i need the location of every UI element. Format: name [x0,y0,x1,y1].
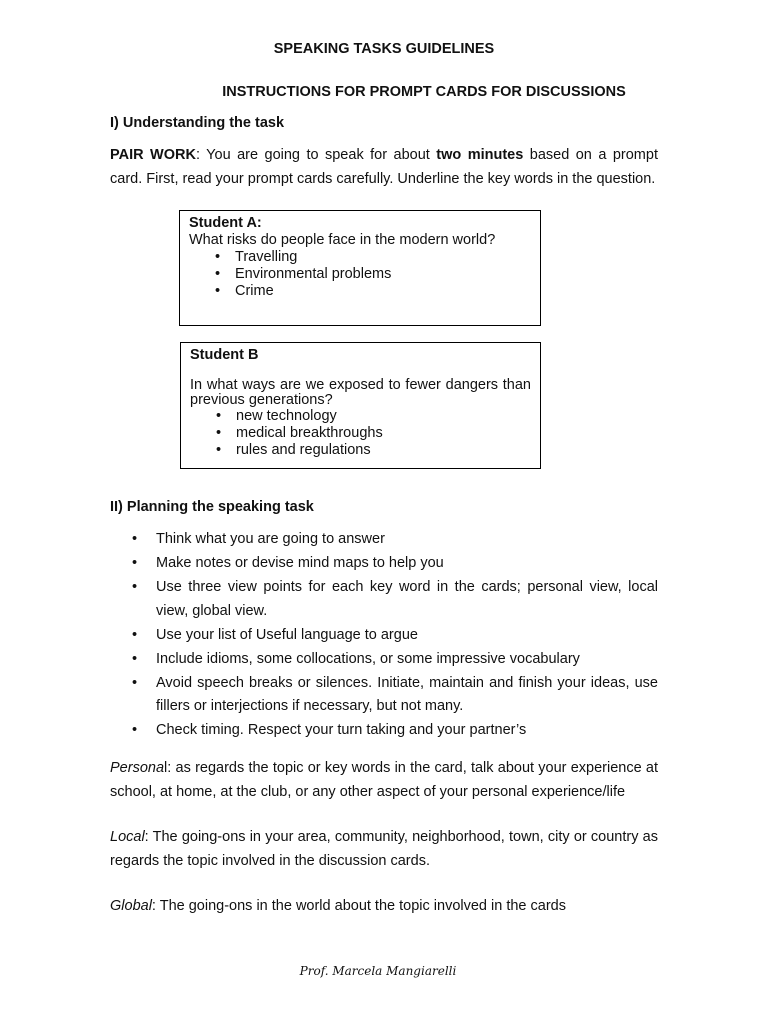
document-title: SPEAKING TASKS GUIDELINES [273,41,495,57]
card-b-title: Student B [190,347,259,363]
section-1-heading: I) Understanding the task [110,115,285,131]
card-a-item: • Travelling [215,249,531,266]
card-b-list [190,408,531,459]
planning-bullet-list [110,528,658,743]
card-a-question: What risks do people face in the modern world? [189,232,496,248]
intro-paragraph [110,144,658,191]
card-a-item: • Crime [215,283,531,300]
section-2-heading: II) Planning the speaking task [110,499,314,515]
planning-bullet: • Avoid speech breaks or silences. Initiate, maintain and finish your ideas, use fillers or interjections if necessary, but not many. [110,672,658,719]
card-a-title: Student A: [189,215,262,231]
planning-bullet: • Make notes or devise mind maps to help you [110,552,658,576]
planning-bullet: • Check timing. Respect your turn taking and your partner’s [110,719,658,743]
prompt-card-student-a [179,210,541,326]
personal-term-end: l [164,760,168,776]
card-b-item: • new technology [216,408,531,425]
global-text: : The going-ons in the world about the topic involved in the cards [151,898,566,914]
prompt-card-student-b [180,342,541,469]
intro-text-2: based on a prompt card. First, read your prompt cards carefully. Underline the key words in the question. [110,147,658,187]
planning-bullet: • Think what you are going to answer [110,528,658,552]
card-b-item: • medical breakthroughs [216,425,531,442]
local-term: Local [110,829,145,845]
intro-text-1: : You are going to speak for about [195,147,437,163]
document-subtitle: INSTRUCTIONS FOR PROMPT CARDS FOR DISCUSSIONS [222,84,626,100]
personal-term: Persona [110,760,165,776]
card-b-question: In what ways are we exposed to fewer dangers than previous generations? [190,377,531,408]
pair-work-label: PAIR WORK [110,147,196,163]
global-definition [110,895,658,919]
card-a-list [189,249,531,300]
planning-bullet: • Use your list of Useful language to argue [110,624,658,648]
global-term: Global [110,898,152,914]
local-definition [110,826,658,873]
two-minutes-emphasis: two minutes [436,147,524,163]
personal-definition [110,757,658,804]
planning-bullet: • Use three view points for each key word in the cards; personal view, local view, global view. [110,576,658,623]
local-text: : The going-ons in your area, community, neighborhood, town, city or country as regards the topic involved in the discussion cards. [110,829,658,869]
planning-bullet: • Include idioms, some collocations, or some impressive vocabulary [110,648,658,672]
card-a-item: • Environmental problems [215,266,531,283]
card-b-item: • rules and regulations [216,442,531,459]
footer-author: Prof. Marcela Mangiarelli [299,964,457,978]
personal-text: : as regards the topic or key words in the card, talk about your experience at school, at home, at the club, or any other aspect of your personal experience/life [110,760,658,800]
